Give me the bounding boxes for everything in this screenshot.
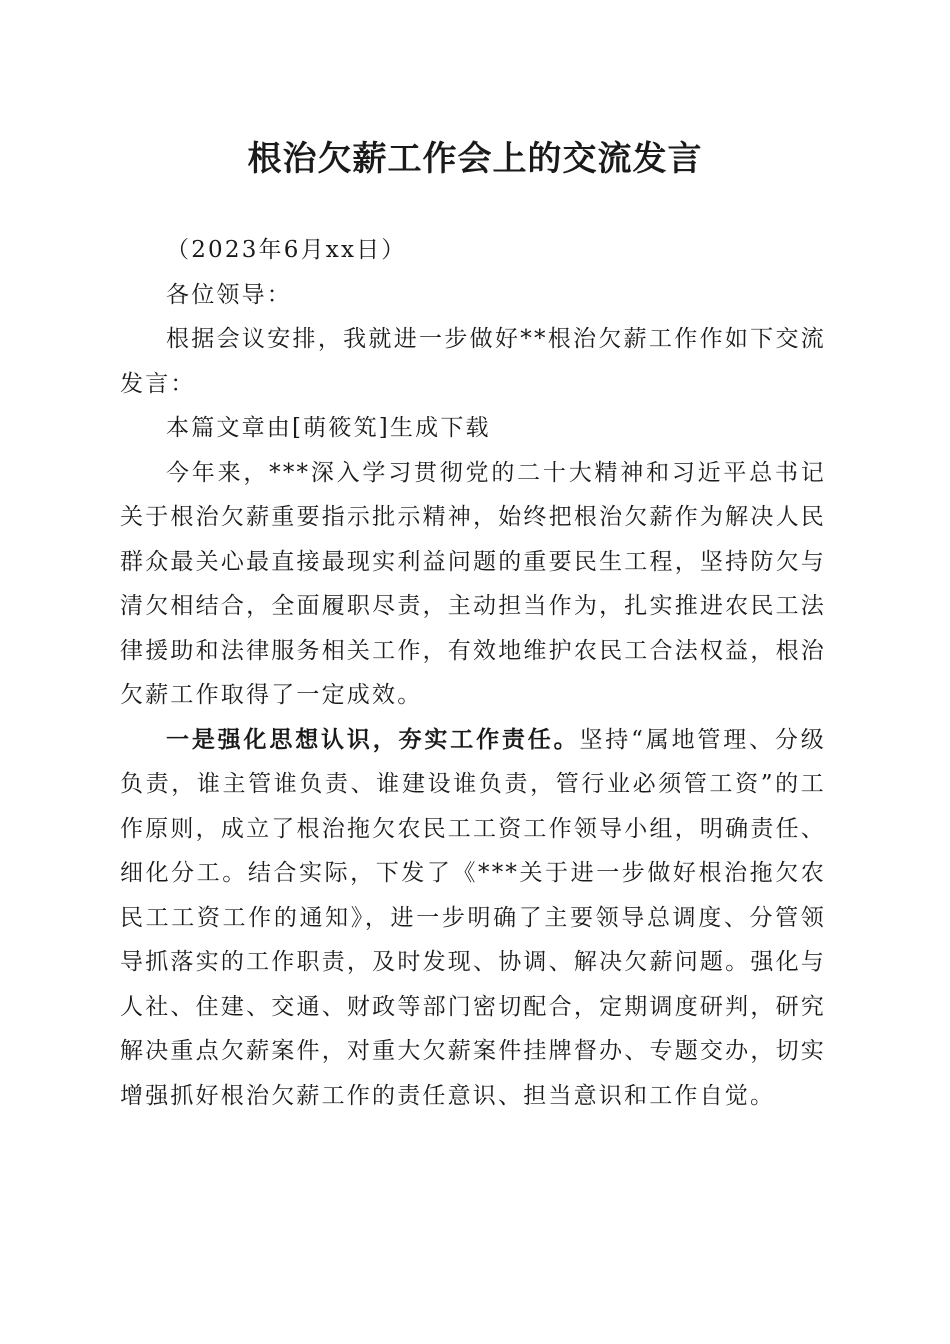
salutation: 各位领导： xyxy=(166,281,292,308)
document-body xyxy=(120,228,826,1118)
section-1-body: 坚持“属地管理、分级负责，谁主管谁负责、谁建设谁负责，管行业必须管工资”的工作原则，成立了根治拖欠农民工工资工作领导小组，明确责任、细化分工。结合实际，下发了《***关于进一步做好根治拖欠农民工工资工作的通知》，进一步明确了主要领导总调度、分管领导抓落实的工作职责，及时发现、协调、解决欠薪问题。强化与人社、住建、交通、财政等部门密切配合，定期调度研判，研究解决重点欠薪案件，对重大欠薪案件挂牌督办、专题交办，切实增强抓好根治欠薪工作的责任意识、担当意识和工作自觉。 xyxy=(120,726,826,1109)
section-1-heading: 一是强化思想认识，夯实工作责任。 xyxy=(166,725,580,753)
date-line: （2023年6月xx日） xyxy=(166,237,407,263)
document-title: 根治欠薪工作会上的交流发言 xyxy=(247,139,703,179)
overview-paragraph: 今年来，***深入学习贯彻党的二十大精神和习近平总书记关于根治欠薪重要指示批示精神，始终把根治欠薪作为解决人民群众最关心最直接最现实利益问题的重要民生工程，坚持防欠与清欠相结合，全面履职尽责，主动担当作为，扎实推进农民工法律援助和法律服务相关工作，有效地维护农民工合法权益，根治欠薪工作取得了一定成效。 xyxy=(120,459,826,708)
source-note: 本篇文章由[萌筱笂]生成下载 xyxy=(166,415,491,441)
section-1-paragraph xyxy=(120,718,826,1119)
intro-paragraph: 根据会议安排，我就进一步做好**根治欠薪工作作如下交流发言： xyxy=(120,326,826,397)
